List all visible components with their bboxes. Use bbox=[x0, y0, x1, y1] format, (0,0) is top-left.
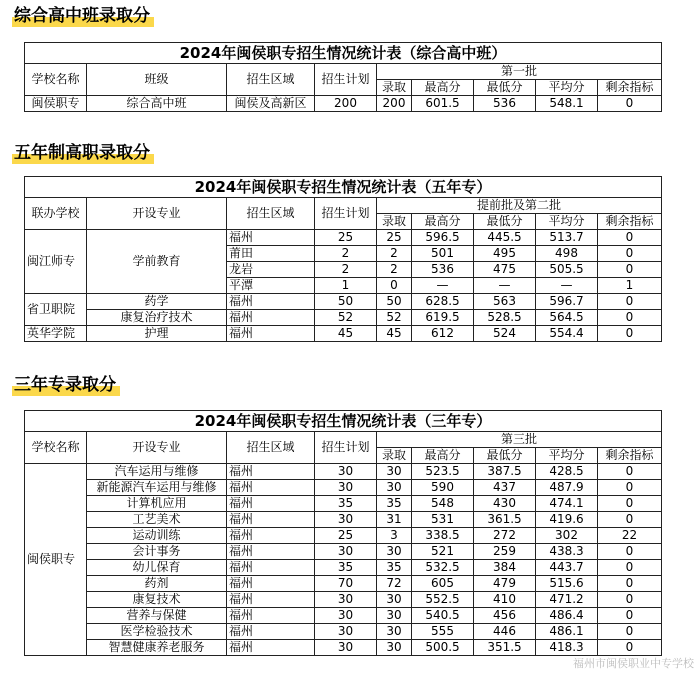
cell-min: 456 bbox=[474, 608, 536, 624]
cell-school: 英华学院 bbox=[25, 326, 87, 342]
cell-admitted: 30 bbox=[377, 592, 412, 608]
cell-plan: 30 bbox=[315, 544, 377, 560]
cell-remain: 0 bbox=[598, 544, 662, 560]
cell-remain: 0 bbox=[598, 230, 662, 246]
cell-min: 528.5 bbox=[474, 310, 536, 326]
cell-region: 龙岩 bbox=[227, 262, 315, 278]
cell-admitted: 31 bbox=[377, 512, 412, 528]
cell-major: 运动训练 bbox=[87, 528, 227, 544]
section-heading-five-year: 五年制高职录取分 bbox=[14, 141, 150, 165]
cell-admitted: 30 bbox=[377, 624, 412, 640]
cell-major: 计算机应用 bbox=[87, 496, 227, 512]
header-admitted: 录取 bbox=[377, 80, 412, 96]
comprehensive-table bbox=[24, 42, 662, 112]
header-plan: 招生计划 bbox=[315, 64, 377, 96]
table-row bbox=[25, 592, 662, 608]
cell-plan: 45 bbox=[315, 326, 377, 342]
section-heading-comprehensive: 综合高中班录取分 bbox=[14, 4, 150, 28]
cell-plan: 2 bbox=[315, 246, 377, 262]
cell-region: 福州 bbox=[227, 512, 315, 528]
header-batch: 提前批及第二批 bbox=[377, 198, 662, 214]
cell-remain: 0 bbox=[598, 262, 662, 278]
cell-plan: 30 bbox=[315, 608, 377, 624]
cell-region: 福州 bbox=[227, 544, 315, 560]
cell-avg: 471.2 bbox=[536, 592, 598, 608]
cell-min: 445.5 bbox=[474, 230, 536, 246]
cell-admitted: 52 bbox=[377, 310, 412, 326]
header-region: 招生区域 bbox=[227, 64, 315, 96]
cell-plan: 30 bbox=[315, 624, 377, 640]
cell-region: 福州 bbox=[227, 326, 315, 342]
three-year-table bbox=[24, 410, 662, 656]
table-row bbox=[25, 230, 662, 246]
cell-region: 福州 bbox=[227, 464, 315, 480]
cell-plan: 30 bbox=[315, 480, 377, 496]
cell-major: 药学 bbox=[87, 294, 227, 310]
cell-max: 628.5 bbox=[412, 294, 474, 310]
header-class: 班级 bbox=[87, 64, 227, 96]
cell-region: 闽侯及高新区 bbox=[227, 96, 315, 112]
cell-region: 福州 bbox=[227, 230, 315, 246]
cell-max: 338.5 bbox=[412, 528, 474, 544]
cell-remain: 0 bbox=[598, 310, 662, 326]
cell-min: 475 bbox=[474, 262, 536, 278]
cell-admitted: 0 bbox=[377, 278, 412, 294]
cell-admitted: 72 bbox=[377, 576, 412, 592]
cell-max: 552.5 bbox=[412, 592, 474, 608]
cell-plan: 1 bbox=[315, 278, 377, 294]
header-min: 最低分 bbox=[474, 80, 536, 96]
cell-major: 医学检验技术 bbox=[87, 624, 227, 640]
header-remain: 剩余指标 bbox=[598, 214, 662, 230]
cell-max: 521 bbox=[412, 544, 474, 560]
cell-admitted: 30 bbox=[377, 608, 412, 624]
header-school: 联办学校 bbox=[25, 198, 87, 230]
cell-min: 430 bbox=[474, 496, 536, 512]
header-avg: 平均分 bbox=[536, 214, 598, 230]
header-min: 最低分 bbox=[474, 214, 536, 230]
header-school: 学校名称 bbox=[25, 432, 87, 464]
cell-max: 523.5 bbox=[412, 464, 474, 480]
cell-max: 555 bbox=[412, 624, 474, 640]
table-row bbox=[25, 576, 662, 592]
cell-remain: 0 bbox=[598, 246, 662, 262]
cell-region: 莆田 bbox=[227, 246, 315, 262]
header-school: 学校名称 bbox=[25, 64, 87, 96]
cell-region: 福州 bbox=[227, 576, 315, 592]
cell-max: 619.5 bbox=[412, 310, 474, 326]
cell-plan: 70 bbox=[315, 576, 377, 592]
cell-admitted: 2 bbox=[377, 262, 412, 278]
cell-major: 康复技术 bbox=[87, 592, 227, 608]
cell-plan: 30 bbox=[315, 592, 377, 608]
cell-major: 康复治疗技术 bbox=[87, 310, 227, 326]
header-plan: 招生计划 bbox=[315, 432, 377, 464]
cell-avg: 487.9 bbox=[536, 480, 598, 496]
cell-admitted: 3 bbox=[377, 528, 412, 544]
cell-max: 531 bbox=[412, 512, 474, 528]
cell-admitted: 30 bbox=[377, 544, 412, 560]
table-row bbox=[25, 640, 662, 656]
cell-remain: 0 bbox=[598, 624, 662, 640]
header-avg: 平均分 bbox=[536, 448, 598, 464]
header-remain: 剩余指标 bbox=[598, 448, 662, 464]
cell-min: 446 bbox=[474, 624, 536, 640]
cell-remain: 0 bbox=[598, 480, 662, 496]
table-row bbox=[25, 624, 662, 640]
cell-avg: — bbox=[536, 278, 598, 294]
table-row bbox=[25, 480, 662, 496]
cell-remain: 0 bbox=[598, 576, 662, 592]
cell-min: 524 bbox=[474, 326, 536, 342]
cell-remain: 0 bbox=[598, 512, 662, 528]
cell-max: 536 bbox=[412, 262, 474, 278]
cell-min: 272 bbox=[474, 528, 536, 544]
table-row bbox=[25, 528, 662, 544]
cell-min: 410 bbox=[474, 592, 536, 608]
cell-major: 营养与保健 bbox=[87, 608, 227, 624]
table-row bbox=[25, 560, 662, 576]
cell-plan: 30 bbox=[315, 464, 377, 480]
header-admitted: 录取 bbox=[377, 448, 412, 464]
cell-admitted: 35 bbox=[377, 560, 412, 576]
cell-remain: 0 bbox=[598, 96, 662, 112]
cell-avg: 486.4 bbox=[536, 608, 598, 624]
cell-region: 福州 bbox=[227, 624, 315, 640]
cell-major: 智慧健康养老服务 bbox=[87, 640, 227, 656]
cell-max: — bbox=[412, 278, 474, 294]
cell-region: 福州 bbox=[227, 310, 315, 326]
cell-avg: 438.3 bbox=[536, 544, 598, 560]
header-remain: 剩余指标 bbox=[598, 80, 662, 96]
cell-major: 综合高中班 bbox=[87, 96, 227, 112]
header-admitted: 录取 bbox=[377, 214, 412, 230]
cell-max: 605 bbox=[412, 576, 474, 592]
header-max: 最高分 bbox=[412, 80, 474, 96]
cell-remain: 0 bbox=[598, 592, 662, 608]
header-min: 最低分 bbox=[474, 448, 536, 464]
cell-major: 护理 bbox=[87, 326, 227, 342]
cell-remain: 0 bbox=[598, 294, 662, 310]
five-year-table bbox=[24, 176, 662, 342]
cell-school: 省卫职院 bbox=[25, 294, 87, 326]
cell-avg: 548.1 bbox=[536, 96, 598, 112]
cell-major: 学前教育 bbox=[87, 230, 227, 294]
header-batch: 第一批 bbox=[377, 64, 662, 80]
cell-region: 福州 bbox=[227, 608, 315, 624]
cell-min: 351.5 bbox=[474, 640, 536, 656]
cell-avg: 418.3 bbox=[536, 640, 598, 656]
cell-max: 601.5 bbox=[412, 96, 474, 112]
cell-major: 幼儿保育 bbox=[87, 560, 227, 576]
cell-region: 平潭 bbox=[227, 278, 315, 294]
cell-min: 259 bbox=[474, 544, 536, 560]
cell-avg: 564.5 bbox=[536, 310, 598, 326]
table-row bbox=[25, 464, 662, 480]
cell-plan: 25 bbox=[315, 230, 377, 246]
cell-school: 闽侯职专 bbox=[25, 96, 87, 112]
header-plan: 招生计划 bbox=[315, 198, 377, 230]
cell-avg: 419.6 bbox=[536, 512, 598, 528]
section-heading-three-year: 三年专录取分 bbox=[14, 373, 116, 397]
watermark: 福州市闽侯职业中专学校 bbox=[573, 657, 694, 670]
cell-avg: 505.5 bbox=[536, 262, 598, 278]
cell-max: 548 bbox=[412, 496, 474, 512]
cell-min: 437 bbox=[474, 480, 536, 496]
cell-max: 540.5 bbox=[412, 608, 474, 624]
cell-major: 新能源汽车运用与维修 bbox=[87, 480, 227, 496]
cell-plan: 2 bbox=[315, 262, 377, 278]
cell-avg: 515.6 bbox=[536, 576, 598, 592]
cell-max: 500.5 bbox=[412, 640, 474, 656]
header-major: 开设专业 bbox=[87, 198, 227, 230]
cell-major: 工艺美术 bbox=[87, 512, 227, 528]
cell-min: 479 bbox=[474, 576, 536, 592]
cell-region: 福州 bbox=[227, 480, 315, 496]
cell-remain: 0 bbox=[598, 326, 662, 342]
header-major: 开设专业 bbox=[87, 432, 227, 464]
header-avg: 平均分 bbox=[536, 80, 598, 96]
cell-max: 590 bbox=[412, 480, 474, 496]
cell-admitted: 30 bbox=[377, 464, 412, 480]
cell-region: 福州 bbox=[227, 496, 315, 512]
cell-remain: 0 bbox=[598, 496, 662, 512]
cell-region: 福州 bbox=[227, 592, 315, 608]
cell-avg: 474.1 bbox=[536, 496, 598, 512]
cell-major: 会计事务 bbox=[87, 544, 227, 560]
cell-plan: 35 bbox=[315, 496, 377, 512]
cell-plan: 50 bbox=[315, 294, 377, 310]
cell-max: 612 bbox=[412, 326, 474, 342]
cell-max: 532.5 bbox=[412, 560, 474, 576]
cell-avg: 498 bbox=[536, 246, 598, 262]
table-title: 2024年闽侯职专招生情况统计表（综合高中班） bbox=[25, 43, 662, 64]
cell-region: 福州 bbox=[227, 640, 315, 656]
cell-avg: 596.7 bbox=[536, 294, 598, 310]
cell-remain: 22 bbox=[598, 528, 662, 544]
table-row bbox=[25, 96, 662, 112]
cell-min: 361.5 bbox=[474, 512, 536, 528]
cell-min: 563 bbox=[474, 294, 536, 310]
cell-plan: 30 bbox=[315, 512, 377, 528]
cell-min: 495 bbox=[474, 246, 536, 262]
cell-plan: 200 bbox=[315, 96, 377, 112]
cell-avg: 302 bbox=[536, 528, 598, 544]
cell-max: 501 bbox=[412, 246, 474, 262]
cell-remain: 0 bbox=[598, 560, 662, 576]
cell-avg: 486.1 bbox=[536, 624, 598, 640]
table-row bbox=[25, 512, 662, 528]
header-max: 最高分 bbox=[412, 448, 474, 464]
cell-remain: 0 bbox=[598, 464, 662, 480]
cell-region: 福州 bbox=[227, 528, 315, 544]
table-row bbox=[25, 294, 662, 310]
cell-remain: 1 bbox=[598, 278, 662, 294]
cell-min: 536 bbox=[474, 96, 536, 112]
table-title: 2024年闽侯职专招生情况统计表（五年专） bbox=[25, 177, 662, 198]
table-row bbox=[25, 544, 662, 560]
header-max: 最高分 bbox=[412, 214, 474, 230]
cell-school: 闽侯职专 bbox=[25, 464, 87, 656]
cell-avg: 554.4 bbox=[536, 326, 598, 342]
cell-min: — bbox=[474, 278, 536, 294]
cell-plan: 25 bbox=[315, 528, 377, 544]
cell-admitted: 35 bbox=[377, 496, 412, 512]
cell-min: 387.5 bbox=[474, 464, 536, 480]
cell-remain: 0 bbox=[598, 640, 662, 656]
header-region: 招生区域 bbox=[227, 198, 315, 230]
table-row bbox=[25, 608, 662, 624]
cell-min: 384 bbox=[474, 560, 536, 576]
cell-avg: 428.5 bbox=[536, 464, 598, 480]
cell-avg: 513.7 bbox=[536, 230, 598, 246]
cell-admitted: 2 bbox=[377, 246, 412, 262]
cell-plan: 35 bbox=[315, 560, 377, 576]
cell-avg: 443.7 bbox=[536, 560, 598, 576]
cell-admitted: 25 bbox=[377, 230, 412, 246]
header-region: 招生区域 bbox=[227, 432, 315, 464]
cell-admitted: 45 bbox=[377, 326, 412, 342]
cell-school: 闽江师专 bbox=[25, 230, 87, 294]
table-title: 2024年闽侯职专招生情况统计表（三年专） bbox=[25, 411, 662, 432]
cell-major: 汽车运用与维修 bbox=[87, 464, 227, 480]
cell-max: 596.5 bbox=[412, 230, 474, 246]
cell-region: 福州 bbox=[227, 294, 315, 310]
cell-admitted: 30 bbox=[377, 640, 412, 656]
cell-major: 药剂 bbox=[87, 576, 227, 592]
table-row bbox=[25, 310, 662, 326]
cell-plan: 52 bbox=[315, 310, 377, 326]
cell-admitted: 50 bbox=[377, 294, 412, 310]
table-row bbox=[25, 496, 662, 512]
cell-plan: 30 bbox=[315, 640, 377, 656]
cell-remain: 0 bbox=[598, 608, 662, 624]
cell-region: 福州 bbox=[227, 560, 315, 576]
cell-admitted: 30 bbox=[377, 480, 412, 496]
cell-admitted: 200 bbox=[377, 96, 412, 112]
table-row bbox=[25, 326, 662, 342]
header-batch: 第三批 bbox=[377, 432, 662, 448]
